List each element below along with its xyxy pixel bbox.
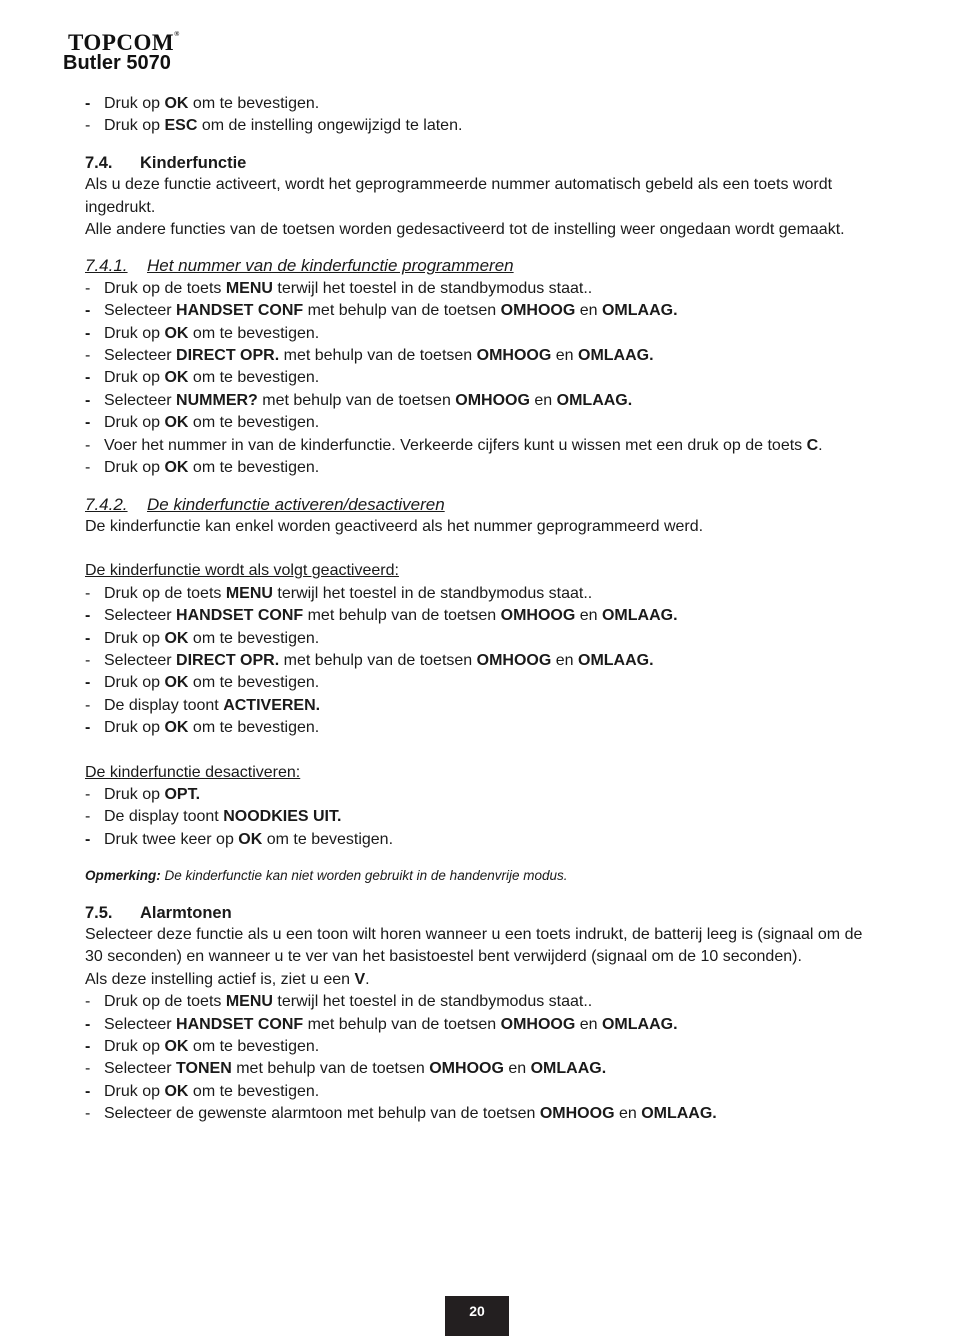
list-dash: - bbox=[85, 369, 91, 387]
list-item: - Druk op OK om te bevestigen. bbox=[85, 717, 875, 739]
list-item: - Druk twee keer op OK om te bevestigen. bbox=[85, 829, 875, 851]
list-dash: - bbox=[85, 830, 91, 848]
list-dash: - bbox=[85, 1060, 91, 1078]
list-dash: - bbox=[85, 347, 91, 365]
section-heading-7-4-2: 7.4.2. De kinderfunctie activeren/desactiveren bbox=[85, 494, 445, 514]
section-heading-7-5: 7.5. Alarmtonen bbox=[85, 903, 232, 922]
section-heading-7-4-1: 7.4.1. Het nummer van de kinderfunctie programmeren bbox=[85, 256, 514, 276]
brand-logo: TOPCOM® bbox=[68, 30, 180, 55]
list-dash: - bbox=[85, 719, 91, 737]
list-dash: - bbox=[85, 1015, 91, 1033]
list-item: - Druk op de toets MENU terwijl het toestel in de standbymodus staat.. bbox=[85, 278, 875, 300]
list-item: - Druk op OK om te bevestigen. bbox=[85, 367, 875, 389]
list-item: - Druk op OK om te bevestigen. bbox=[85, 628, 875, 650]
list-item: - Druk op OPT. bbox=[85, 784, 875, 806]
section-heading-7-4: 7.4. Kinderfunctie bbox=[85, 153, 247, 172]
subheading-deactivate: De kinderfunctie desactiveren: bbox=[85, 763, 301, 781]
intro-list bbox=[85, 93, 875, 138]
list-dash: - bbox=[85, 302, 91, 320]
subheading-activate: De kinderfunctie wordt als volgt geactiveerd: bbox=[85, 562, 399, 580]
list-item: - De display toont ACTIVEREN. bbox=[85, 695, 875, 717]
list-item: - De display toont NOODKIES UIT. bbox=[85, 806, 875, 828]
list-dash: - bbox=[85, 279, 91, 297]
list-item: - Selecteer TONEN met behulp van de toetsen OMHOOG en OMLAAG. bbox=[85, 1058, 875, 1080]
list-dash: - bbox=[85, 414, 91, 432]
list-item: - Druk op OK om te bevestigen. bbox=[85, 1036, 875, 1058]
list-dash: - bbox=[85, 391, 91, 409]
list-item: - Selecteer NUMMER? met behulp van de toetsen OMHOOG en OMLAAG. bbox=[85, 390, 875, 412]
list-item: - Druk op ESC om de instelling ongewijzigd te laten. bbox=[85, 115, 875, 137]
list-item: - Druk op OK om te bevestigen. bbox=[85, 93, 875, 115]
list-dash: - bbox=[85, 607, 91, 625]
list-dash: - bbox=[85, 95, 91, 112]
paragraph: Selecteer deze functie als u een toon wilt horen wanneer u een toets indrukt, de batterij leeg is (signaal om de 30 seconden) en wanneer u te ver van het basistoestel bent verwijderd (signaal om de 10 seconden). bbox=[85, 926, 863, 966]
list-dash: - bbox=[85, 459, 91, 477]
list-item: - Selecteer DIRECT OPR. met behulp van de toetsen OMHOOG en OMLAAG. bbox=[85, 345, 875, 367]
list-dash: - bbox=[85, 993, 91, 1011]
list-item: - Selecteer HANDSET CONF met behulp van de toetsen OMHOOG en OMLAAG. bbox=[85, 605, 875, 627]
list-dash: - bbox=[85, 674, 91, 692]
paragraph: Als u deze functie activeert, wordt het geprogrammeerde nummer automatisch gebeld als een toets wordt ingedrukt. bbox=[85, 176, 833, 216]
list-dash: - bbox=[85, 629, 91, 647]
paragraph: Als deze instelling actief is, ziet u een V. bbox=[85, 970, 370, 988]
note: Opmerking: De kinderfunctie kan niet worden gebruikt in de handenvrije modus. bbox=[85, 868, 568, 884]
list-item: - Druk op OK om te bevestigen. bbox=[85, 457, 875, 479]
steps-list bbox=[85, 784, 875, 851]
paragraph: De kinderfunctie kan enkel worden geactiveerd als het nummer geprogrammeerd werd. bbox=[85, 517, 704, 535]
list-item: - Selecteer de gewenste alarmtoon met behulp van de toetsen OMHOOG en OMLAAG. bbox=[85, 1103, 875, 1125]
list-dash: - bbox=[85, 324, 91, 342]
page-content bbox=[85, 93, 875, 1126]
list-item: - Selecteer DIRECT OPR. met behulp van de toetsen OMHOOG en OMLAAG. bbox=[85, 650, 875, 672]
list-dash: - bbox=[85, 584, 91, 602]
list-dash: - bbox=[85, 651, 91, 669]
steps-list bbox=[85, 583, 875, 740]
list-item: - Druk op OK om te bevestigen. bbox=[85, 412, 875, 434]
list-dash: - bbox=[85, 696, 91, 714]
list-dash: - bbox=[85, 1105, 91, 1123]
list-dash: - bbox=[85, 117, 91, 135]
list-dash: - bbox=[85, 436, 91, 454]
model-name: Butler 5070 bbox=[63, 52, 171, 74]
paragraph: Alle andere functies van de toetsen worden gedesactiveerd tot de instelling weer ongedaan wordt gemaakt. bbox=[85, 221, 845, 239]
steps-list bbox=[85, 991, 875, 1125]
list-item: - Druk op OK om te bevestigen. bbox=[85, 323, 875, 345]
list-item: - Druk op de toets MENU terwijl het toestel in de standbymodus staat.. bbox=[85, 583, 875, 605]
list-item: - Selecteer HANDSET CONF met behulp van de toetsen OMHOOG en OMLAAG. bbox=[85, 300, 875, 322]
steps-list bbox=[85, 278, 875, 480]
page-number: 20 bbox=[445, 1296, 509, 1336]
list-item: - Druk op OK om te bevestigen. bbox=[85, 672, 875, 694]
list-item: - Voer het nummer in van de kinderfunctie. Verkeerde cijfers kunt u wissen met een druk op de toets C. bbox=[85, 435, 875, 457]
list-dash: - bbox=[85, 1082, 91, 1100]
list-dash: - bbox=[85, 785, 91, 803]
list-item: - Druk op OK om te bevestigen. bbox=[85, 1081, 875, 1103]
list-item: - Druk op de toets MENU terwijl het toestel in de standbymodus staat.. bbox=[85, 991, 875, 1013]
list-item: - Selecteer HANDSET CONF met behulp van de toetsen OMHOOG en OMLAAG. bbox=[85, 1014, 875, 1036]
list-dash: - bbox=[85, 808, 91, 826]
list-dash: - bbox=[85, 1038, 91, 1056]
